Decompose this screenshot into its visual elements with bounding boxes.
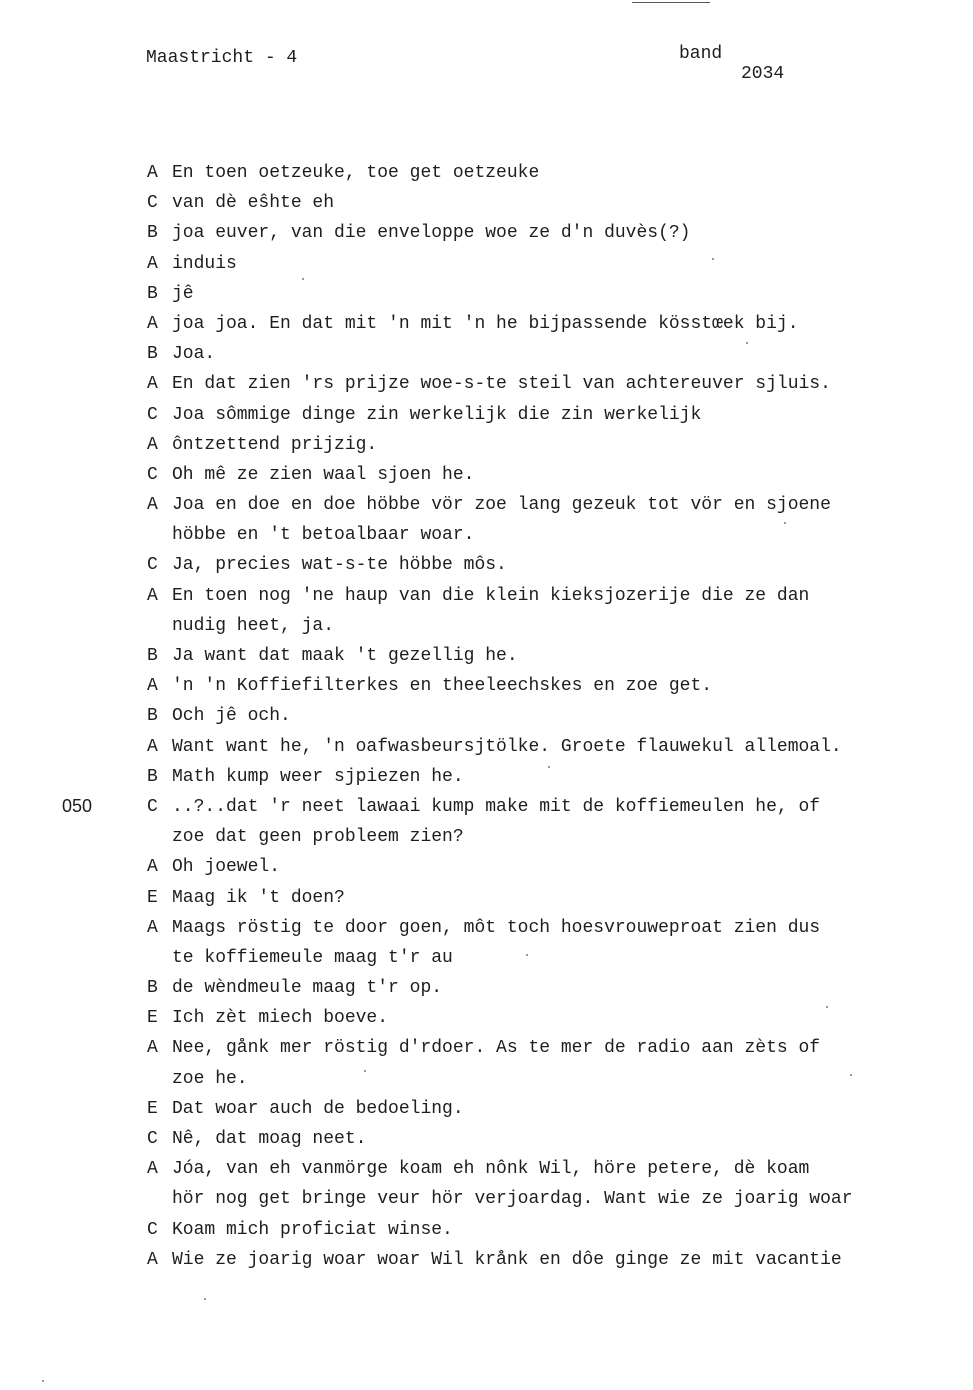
speaker-label: A [147,1249,158,1270]
speaker-label: A [147,253,158,274]
speaker-label: E [147,1098,158,1119]
speaker-label: C [147,193,158,214]
utterance-text: joa joa. En dat mit 'n mit 'n he bijpassende kösstœek bij. [172,313,799,334]
margin-line-number: 050 [62,796,93,817]
transcript-line [147,822,963,852]
transcript-line [147,460,963,490]
utterance-text: Joa. [172,344,216,365]
speaker-label: A [147,163,158,183]
utterance-text: ôntzettend prijzig. [172,434,378,455]
speaker-label: E [147,887,158,908]
transcript-line [147,430,963,460]
utterance-text: Math kump weer sjpiezen he. [172,766,464,787]
utterance-text: Wie ze joarig woar woar Wil krånk en dôe ginge ze mit vacantie [172,1249,842,1270]
transcript-line [147,188,963,218]
utterance-text: zoe he. [172,1068,248,1089]
transcript-line [147,369,963,399]
transcript-line [147,1245,963,1275]
transcript-line [147,641,963,671]
speaker-label: A [147,374,158,395]
transcript-line [147,158,963,188]
utterance-text: Oh mê ze zien waal sjoen he. [172,464,475,485]
transcript-line [147,852,963,882]
top-rule [632,2,710,3]
speaker-label: B [147,978,158,999]
speaker-label: B [147,706,158,727]
transcript-line [147,309,963,339]
speaker-label: C [147,796,158,817]
paper-speck [364,1070,366,1072]
speaker-label: A [147,434,158,455]
speaker-label: A [147,585,158,606]
utterance-text: En toen nog 'ne haup van die klein kieksjozerije die ze dan [172,585,810,606]
speaker-label: B [147,223,158,244]
utterance-text: hör nog get bringe veur hör verjoardag. Want wie ze joarig woar [172,1189,853,1210]
transcript-body [147,158,963,1275]
transcript-line [147,1094,963,1124]
paper-speck [746,342,748,344]
transcript-line [147,550,963,580]
utterance-text: Dat woar auch de bedoeling. [172,1098,464,1119]
paper-speck [850,1074,852,1076]
speaker-label: C [147,555,158,576]
utterance-text: te koffiemeule maag t'r au [172,947,453,968]
transcript-line [147,339,963,369]
speaker-label: E [147,1008,158,1029]
transcript-line [147,1184,963,1214]
transcript-line [147,249,963,279]
paper-speck [42,1380,44,1382]
speaker-label: A [147,917,158,938]
utterance-text: Oh joewel. [172,857,281,878]
utterance-text: höbbe en 't betoalbaar woar. [172,525,475,546]
paper-speck [712,258,714,260]
utterance-text: induis [172,253,237,274]
utterance-text: Ich zèt miech boeve. [172,1008,389,1029]
speaker-label: C [147,1129,158,1149]
utterance-text: Koam mich proficiat winse. [172,1219,453,1240]
utterance-text: zoe dat geen probleem zien? [172,827,464,848]
utterance-text: Och jê och. [172,706,291,727]
transcript-line [147,1033,963,1063]
utterance-text: Ja want dat maak 't gezellig he. [172,646,518,666]
utterance-text: Maag ik 't doen? [172,887,345,908]
transcript-line [147,1215,963,1245]
utterance-text: Nee, gånk mer röstig d'rdoer. As te mer de radio aan zèts of [172,1038,821,1059]
transcript-line [147,581,963,611]
transcript-line [147,671,963,701]
transcript-line [147,762,963,792]
transcript-line [147,701,963,731]
transcript-line [147,1064,963,1094]
transcript-line [147,279,963,309]
document-title: Maastricht - 4 [146,48,298,68]
transcript-line [147,792,963,822]
transcript-line [147,490,963,520]
speaker-label: B [147,283,158,304]
speaker-label: A [147,1038,158,1059]
paper-speck [302,278,304,280]
utterance-text: Joa en doe en doe höbbe vör zoe lang gezeuk tot vör en sjoene [172,495,831,516]
utterance-text: joa euver, van die enveloppe woe ze d'n duvès(?) [172,223,691,244]
transcript-line [147,973,963,1003]
transcript-line [147,1003,963,1033]
utterance-text: Ja, precies wat-s-te höbbe môs. [172,555,507,576]
transcript-line [147,943,963,973]
transcript-line [147,732,963,762]
utterance-text: ..?..dat 'r neet lawaai kump make mit de koffiemeulen he, of [172,796,821,817]
tape-number: 2034 [741,64,785,84]
paper-speck [826,1006,828,1008]
speaker-label: B [147,766,158,787]
speaker-label: A [147,736,158,757]
paper-speck [548,766,550,768]
transcript-line [147,400,963,430]
transcript-line [147,611,963,641]
transcript-line [147,520,963,550]
tape-label: band [679,44,723,64]
utterance-text: En dat zien 'rs prijze woe-s-te steil van achtereuver sjluis. [172,374,831,395]
utterance-text: Jóa, van eh vanmörge koam eh nônk Wil, höre petere, dè koam [172,1159,810,1180]
utterance-text: Nê, dat moag neet. [172,1129,367,1149]
transcript-line [147,913,963,943]
transcript-line [147,1124,963,1154]
speaker-label: C [147,464,158,485]
utterance-text: de wèndmeule maag t'r op. [172,978,443,999]
utterance-text: 'n 'n Koffiefilterkes en theeleechskes en zoe get. [172,676,713,697]
utterance-text: Want want he, 'n oafwasbeursjtölke. Groete flauwekul allemoal. [172,736,842,757]
utterance-text: Maags röstig te door goen, môt toch hoesvrouweproat zien dus [172,917,821,938]
speaker-label: A [147,313,158,334]
paper-speck [204,1298,206,1300]
utterance-text: jê [172,283,194,304]
utterance-text: Joa sômmige dinge zin werkelijk die zin werkelijk [172,404,702,425]
speaker-label: B [147,344,158,365]
utterance-text: van dè eŝhte eh [172,193,335,214]
transcript-line [147,883,963,913]
speaker-label: A [147,1159,158,1180]
speaker-label: C [147,1219,158,1240]
transcript-line [147,1154,963,1184]
speaker-label: B [147,646,158,666]
speaker-label: C [147,404,158,425]
utterance-text: En toen oetzeuke, toe get oetzeuke [172,163,540,183]
speaker-label: A [147,495,158,516]
transcript-line [147,218,963,248]
paper-speck [526,954,528,956]
speaker-label: A [147,857,158,878]
utterance-text: nudig heet, ja. [172,615,335,636]
paper-speck [784,522,786,524]
speaker-label: A [147,676,158,697]
